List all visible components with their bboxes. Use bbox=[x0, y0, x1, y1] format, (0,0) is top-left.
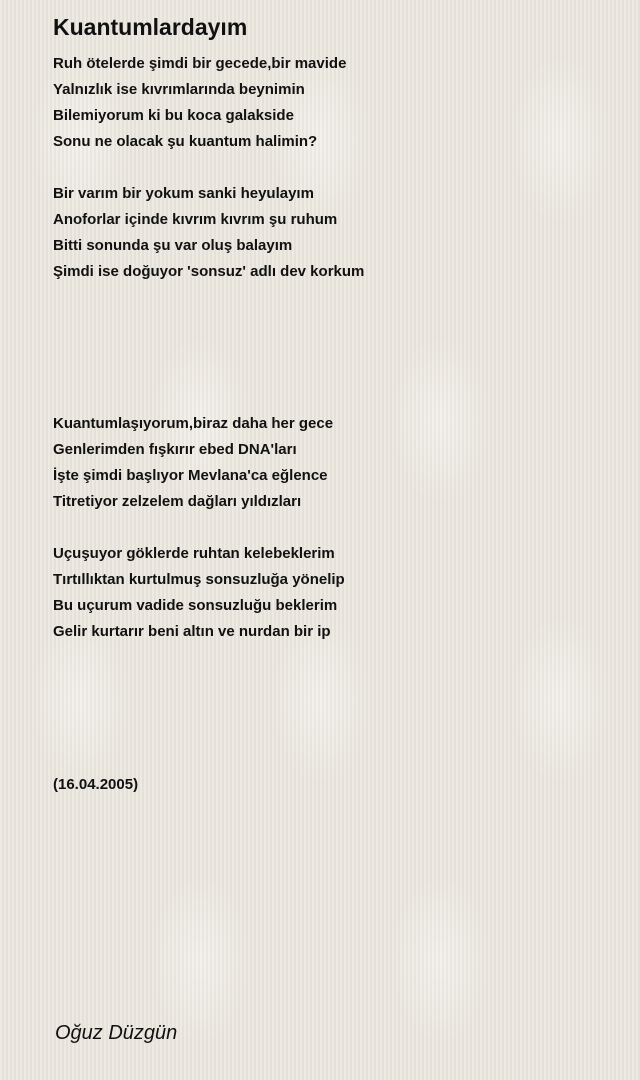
poem-line: Anoforlar içinde kıvrım kıvrım şu ruhum bbox=[53, 211, 338, 228]
poem-line: Titretiyor zelzelem dağları yıldızları bbox=[53, 493, 302, 510]
poem-line: Yalnızlık ise kıvrımlarında beynimin bbox=[53, 81, 305, 98]
poem-line: Uçuşuyor göklerde ruhtan kelebeklerim bbox=[53, 545, 335, 562]
poem-date: (16.04.2005) bbox=[53, 776, 139, 793]
poem-line: Tırtıllıktan kurtulmuş sonsuzluğa yönelip bbox=[53, 571, 345, 588]
poem-line: Bir varım bir yokum sanki heyulayım bbox=[53, 185, 314, 202]
poem-line: Bilemiyorum ki bu koca galakside bbox=[53, 107, 294, 124]
poem-line: Bitti sonunda şu var oluş balayım bbox=[53, 237, 293, 254]
poem-author: Oğuz Düzgün bbox=[55, 1022, 178, 1044]
poem-line: Kuantumlaşıyorum,biraz daha her gece bbox=[53, 415, 334, 432]
poem-line: Sonu ne olacak şu kuantum halimin? bbox=[53, 133, 318, 150]
poem-line: Ruh ötelerde şimdi bir gecede,bir mavide bbox=[53, 55, 347, 72]
poem-line: Genlerimden fışkırır ebed DNA'ları bbox=[53, 441, 297, 458]
poem-line: İşte şimdi başlıyor Mevlana'ca eğlence bbox=[53, 467, 328, 484]
poem-line: Bu uçurum vadide sonsuzluğu beklerim bbox=[53, 597, 338, 614]
poem-line: Gelir kurtarır beni altın ve nurdan bir ip bbox=[53, 623, 331, 640]
poem-line: Şimdi ise doğuyor 'sonsuz' adlı dev korkum bbox=[53, 263, 365, 280]
poem-title: Kuantumlardayım bbox=[53, 14, 248, 40]
